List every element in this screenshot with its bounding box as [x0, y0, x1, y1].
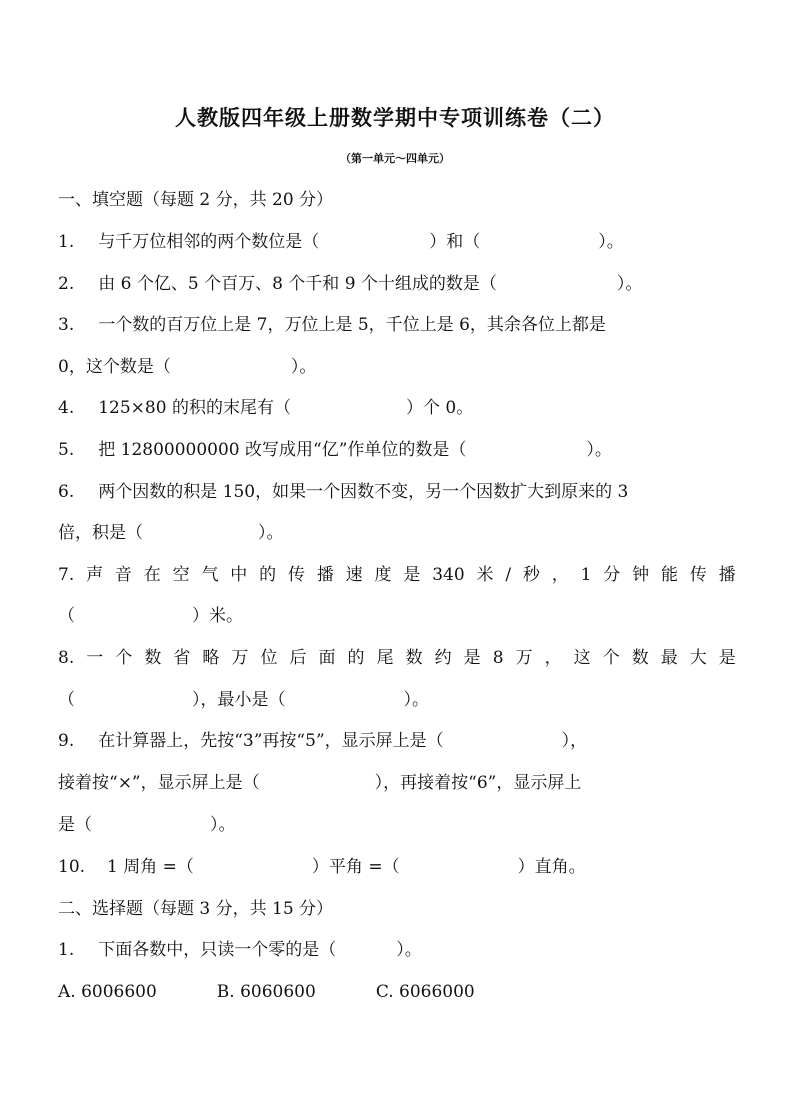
question-word: 播 — [316, 565, 334, 585]
question-text: ）。 — [290, 357, 317, 377]
question-number: 1. — [58, 940, 75, 960]
question-1 — [58, 231, 736, 253]
question-word: 音 — [114, 565, 132, 585]
question-word: 气 — [201, 565, 219, 585]
question-word: 播 — [718, 565, 736, 585]
question-word: 度 — [374, 565, 392, 585]
section-heading-multiple-choice: 二、选择题（每题 3 分，共 15 分） — [58, 899, 334, 919]
question-text: （ — [58, 690, 75, 710]
question-text: 是（ — [58, 815, 92, 835]
question-word: 一 — [86, 648, 104, 668]
question-word: 个 — [115, 648, 133, 668]
question-number: 7. — [58, 565, 75, 585]
question-word: 空 — [172, 565, 190, 585]
question-number: 4. — [58, 398, 75, 418]
question-word: 是 — [718, 648, 736, 668]
question-6-line-2 — [58, 522, 736, 544]
question-text: 125×80 的积的末尾有（ — [98, 398, 291, 418]
question-8-line-2 — [58, 689, 736, 711]
question-9-line-3 — [58, 814, 736, 836]
question-word: 传 — [287, 565, 305, 585]
choice-question-1 — [58, 939, 736, 961]
question-8 — [58, 647, 736, 669]
question-7-line-2 — [58, 605, 736, 627]
question-text: 接着按“×”，显示屏上是（ — [58, 773, 260, 793]
question-number: 2. — [58, 274, 75, 294]
question-word: 万 — [231, 648, 249, 668]
question-9-line-2 — [58, 772, 736, 794]
question-word: 是 — [463, 648, 481, 668]
option-a: A. 6006600 — [58, 982, 157, 1002]
question-3 — [58, 314, 736, 336]
question-text: ）。 — [598, 232, 624, 252]
question-word: 的 — [259, 565, 277, 585]
question-word: 位 — [260, 648, 278, 668]
question-word: 声 — [86, 565, 104, 585]
question-word: 米 — [476, 565, 494, 585]
question-word: 这 — [573, 648, 591, 668]
question-text: ）个 0。 — [405, 398, 474, 418]
question-word: 8 — [492, 648, 504, 668]
question-3-line-2 — [58, 356, 736, 378]
page-subtitle: （第一单元～四单元） — [340, 152, 450, 165]
question-word: 约 — [434, 648, 452, 668]
question-number: 10. — [58, 857, 86, 877]
question-number: 1. — [58, 232, 75, 252]
question-word: 万 — [515, 648, 533, 668]
question-text: 由 6 个亿、5 个百万、8 个千和 9 个十组成的数是（ — [98, 274, 497, 294]
question-word: 的 — [347, 648, 365, 668]
question-number: 3. — [58, 315, 75, 335]
question-word: / — [505, 565, 512, 585]
question-word: 在 — [143, 565, 161, 585]
question-text: 下面各数中，只读一个零的是（ — [98, 940, 337, 960]
question-word: 传 — [689, 565, 707, 585]
question-text: 两个因数的积是 150，如果一个因数不变，另一个因数扩大到原来的 3 — [98, 482, 629, 502]
question-text: ）直角。 — [517, 857, 586, 877]
question-word: 略 — [202, 648, 220, 668]
question-word: ， — [551, 565, 569, 585]
question-2 — [58, 273, 736, 295]
question-text: ），再接着按“6”，显示屏上 — [374, 773, 582, 793]
question-word: 能 — [660, 565, 678, 585]
question-text: ）。 — [396, 940, 422, 960]
question-word: 速 — [345, 565, 363, 585]
question-6 — [58, 481, 736, 503]
question-5 — [58, 439, 736, 461]
question-word: 1 — [580, 565, 592, 585]
question-word: ， — [544, 648, 562, 668]
question-text: ）。 — [616, 274, 643, 294]
question-number: 5. — [58, 440, 75, 460]
question-7 — [58, 564, 736, 586]
question-word: 省 — [173, 648, 191, 668]
question-text: ）平角 =（ — [311, 857, 400, 877]
question-9 — [58, 730, 736, 752]
question-text: 倍，积是（ — [58, 523, 143, 543]
question-text: 把 12800000000 改写成用“亿”作单位的数是（ — [98, 440, 467, 460]
question-text: ）， — [561, 731, 588, 751]
question-word: 最 — [660, 648, 678, 668]
question-word: 数 — [631, 648, 649, 668]
question-text: 1 周角 =（ — [107, 857, 194, 877]
question-text: 在计算器上，先按“3”再按“5”，显示屏上是（ — [98, 731, 444, 751]
question-word: 个 — [602, 648, 620, 668]
section-heading-fill-in: 一、填空题（每题 2 分，共 20 分） — [58, 190, 334, 210]
question-word: 后 — [289, 648, 307, 668]
question-text: ）。 — [403, 690, 429, 710]
option-c: C. 6066000 — [375, 982, 475, 1002]
question-word: 面 — [318, 648, 336, 668]
question-word: 数 — [144, 648, 162, 668]
question-word: 数 — [405, 648, 423, 668]
question-word: 340 — [432, 565, 465, 585]
question-text: （ — [58, 606, 75, 626]
question-word: 秒 — [522, 565, 540, 585]
question-text: ）米。 — [192, 606, 243, 626]
choice-options — [58, 981, 736, 1003]
question-word: 中 — [230, 565, 248, 585]
question-text: ），最小是（ — [192, 690, 286, 710]
question-word: 分 — [603, 565, 621, 585]
question-number: 8. — [58, 648, 75, 668]
question-number: 6. — [58, 482, 75, 502]
question-word: 尾 — [376, 648, 394, 668]
question-number: 9. — [58, 731, 75, 751]
question-text: ）。 — [586, 440, 612, 460]
question-word: 钟 — [632, 565, 650, 585]
question-text: ）。 — [210, 815, 236, 835]
question-word: 是 — [403, 565, 421, 585]
question-text: ）。 — [258, 523, 284, 543]
option-b: B. 6060600 — [216, 982, 316, 1002]
question-4 — [58, 397, 736, 419]
question-text: ）和（ — [429, 232, 481, 252]
question-10 — [58, 856, 736, 878]
question-word: 大 — [689, 648, 707, 668]
page-title: 人教版四年级上册数学期中专项训练卷（二） — [175, 106, 615, 130]
question-text: 一个数的百万位上是 7，万位上是 5，千位上是 6，其余各位上都是 — [98, 315, 606, 335]
question-text: 0，这个数是（ — [58, 357, 171, 377]
question-text: 与千万位相邻的两个数位是（ — [98, 232, 320, 252]
